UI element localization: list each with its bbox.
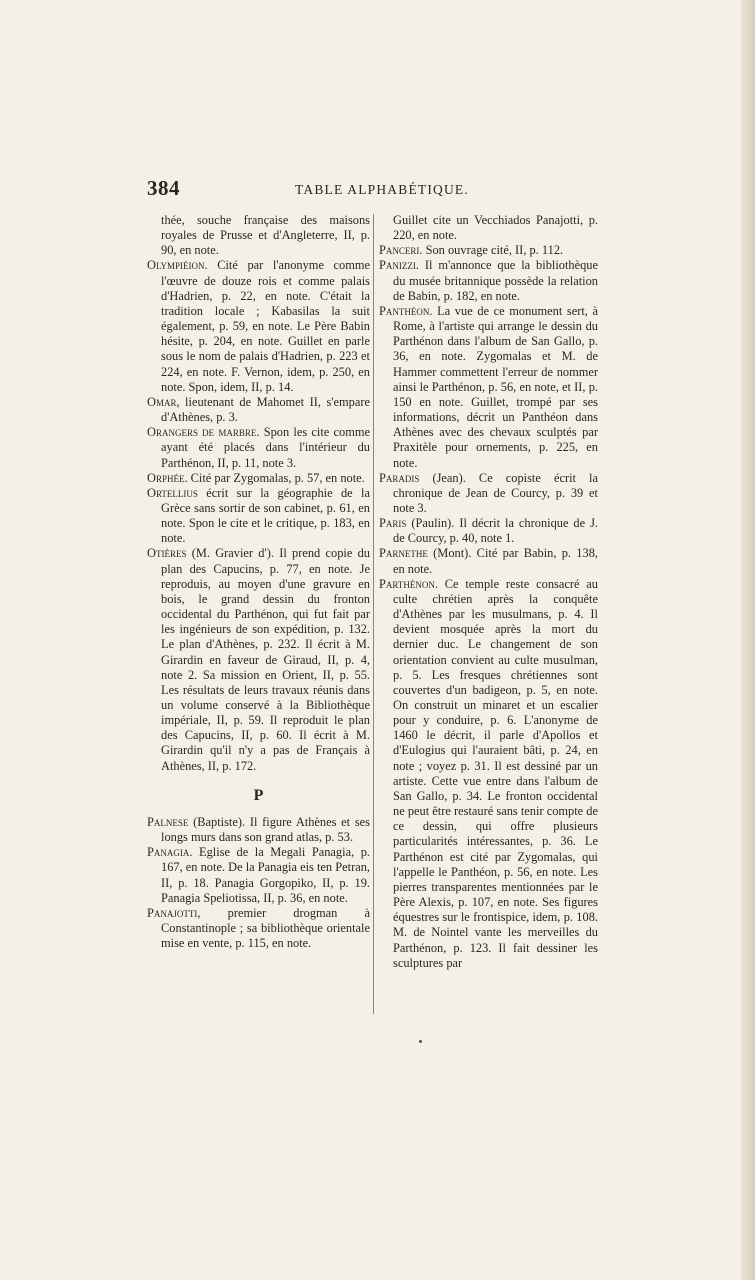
entry-headword: Paradis [379,470,420,485]
entry-text: (M. Gravier d'). Il prend copie du plan des Capucins, p. 77, en note. Je reproduis, au moyen d'une gravure en bois, le grand dessin du fronton occidental du Parthénon, qui fut fait par les ingénieurs de son expédition, p. 132. Le plan d'Athènes, p. 232. Il écrit à M. Girardin en faveur de Giraud, II, p. 4, note 2. Sa mission en Orient, II, p. 55. Les résultats de leurs travaux réunis dans un volume conservé à la Bibliothèque impériale, II, p. 59. Il reproduit le plan des Capucins, II, p. 60. Il écrit à M. Girardin qu'il n'y a pas de Français à Athènes, II, p. 172. [161,546,370,773]
index-entry [147,906,370,951]
entry-headword: Orphée. [147,470,188,485]
section-letter: P [253,786,264,804]
entry-text: Ce temple reste consacré au culte chrétien après la conquête d'Athènes par les musulmans, p. 4. Il devient mosquée après la mort du dernier duc. Le changement de son orientation convient au culte musulman, p. 5. Les fresques chrétiennes sont couvertes d'un badigeon, p. 5, en note. On construit un minaret et un escalier pour y conduire, p. 6. L'anonyme de 1460 le décrit, il parle d'Apollos et d'Eulogius qui l'auraient bâti, p. 24, en note ; voyez p. 31. Il est dessiné par un artiste. Cette vue entre dans l'album de San Gallo, p. 34. Le fronton occidental ne peut être restauré sans tenir compte de ce dessin, qui offre plusieurs particularités intéressantes, p. 36. Le Parthénon est cité par Zygomalas, qui l'appelle le Panthéon, p. 56, en note. Les pierres transparentes mentionnées par le Père Alexis, p. 107, en note. Ses figures équestres sur le frontispice, idem, p. 108. M. de Nointel vante les merveilles du Parthénon, p. 123. Il fait dessiner les sculptures par [393,576,598,970]
index-entry [147,395,370,425]
entry-headword: Panthéon. [379,303,433,318]
entry-text: Cité par Zygomalas, p. 57, en note. [187,470,365,485]
index-entry [379,243,598,258]
entry-text: Il m'annonce que la bibliothèque du musée britannique possède la relation de Babin, p. 182, en note. [393,258,598,303]
entry-text: (Mont). Cité par Babin, p. 138, en note. [393,546,598,576]
index-entry [147,213,370,258]
index-entry [147,546,370,773]
index-entry [379,213,598,243]
page-edge [741,0,755,1280]
entry-text: thée, souche française des maisons royales de Prusse et d'Angleterre, II, p. 90, en note. [161,213,370,258]
index-entry [147,471,370,486]
entry-headword: Paris [379,516,407,531]
entry-headword: Ortellius [147,485,198,500]
end-mark-dot [419,1040,422,1043]
index-entry [379,546,598,576]
page-header [147,176,597,206]
index-entry [379,577,598,971]
entry-text: La vue de ce monument sert, à Rome, à l'artiste qui arrange le dessin du Parthénon dans l'album de San Gallo, p. 36, en note. Zygomalas et M. de Hammer commettent l'erreur de nommer ainsi le Parthénon, p. 56, en note, et II, p. 150 en note. Guillet, trompé par ses informations, décrit un Panthéon dans Athènes avec des chevaux sculptés par Praxitèle pour ornements, p. 225, en note. [393,303,598,470]
entry-text: écrit sur la géographie de la Grèce sans sortir de son cabinet, p. 61, en note. Spon le cite et le critique, p. 183, en note. [161,485,370,546]
entry-text: , premier drogman à Constantinople ; sa bibliothèque orientale mise en vente, p. 115, en note. [161,905,370,951]
index-entry [147,486,370,547]
entry-text: Eglise de la Megali Panagia, p. 167, en note. De la Panagia eis ten Petran, II, p. 18. Panagia Gorgopiko, II, p. 19. Panagia Speliotissa, II, p. 36, en note. [161,845,370,905]
index-entry [379,258,598,303]
entry-text: Guillet cite un Vecchiados Panajotti, p. 220, en note. [393,213,598,243]
entry-headword: Olympiéion. [147,258,208,273]
entry-headword: Palnese [147,814,189,829]
running-head: TABLE ALPHABÉTIQUE. [295,182,469,197]
entry-text: Spon les cite comme ayant été placés dans l'intérieur du Parthénon, II, p. 11, note 3. [161,425,370,470]
entry-text: (Paulin). Il décrit la chronique de J. de Courcy, p. 40, note 1. [393,516,598,546]
entry-text: (Jean). Ce copiste écrit la chronique de Jean de Courcy, p. 39 et note 3. [393,470,598,515]
entry-headword: Panajotti [147,905,198,920]
column-divider [373,214,374,1014]
index-entry [147,815,370,845]
right-column [379,213,598,971]
entry-headword: Panizzi. [379,258,419,273]
entry-headword: Panceri. [379,243,423,258]
index-entry [379,516,598,546]
entry-text: Cité par l'anonyme comme l'œuvre de douze rois et comme palais d'Hadrien, p. 22, en note. C'était la tradition locale ; Kabasilas la suit également, p. 59, en note. Le Père Babin hésite, p. 204, en note. Guillet en parle sous le nom de palais d'Hadrien, p. 223 et 224, en note. F. Vernon, idem, p. 250, en note. Spon, idem, II, p. 14. [161,258,370,394]
index-entry [147,845,370,906]
index-entry [379,471,598,516]
entry-text: , lieutenant de Mahomet II, s'empare d'Athènes, p. 3. [161,394,370,425]
entry-headword: Panagia. [147,845,193,860]
entry-headword: Omar [147,394,177,409]
index-entry [379,304,598,471]
entry-text: Son ouvrage cité, II, p. 112. [422,243,564,258]
entry-headword: Parthénon. [379,576,438,591]
index-entry [147,258,370,394]
entry-headword: Orangers de marbre. [147,425,260,440]
entry-headword: Parnethe [379,546,428,561]
page-number: 384 [147,176,180,200]
index-entry [147,425,370,470]
entry-headword: Otières [147,546,187,561]
left-column [147,213,370,951]
entry-text: (Baptiste). Il figure Athènes et ses longs murs dans son grand atlas, p. 53. [161,814,370,845]
